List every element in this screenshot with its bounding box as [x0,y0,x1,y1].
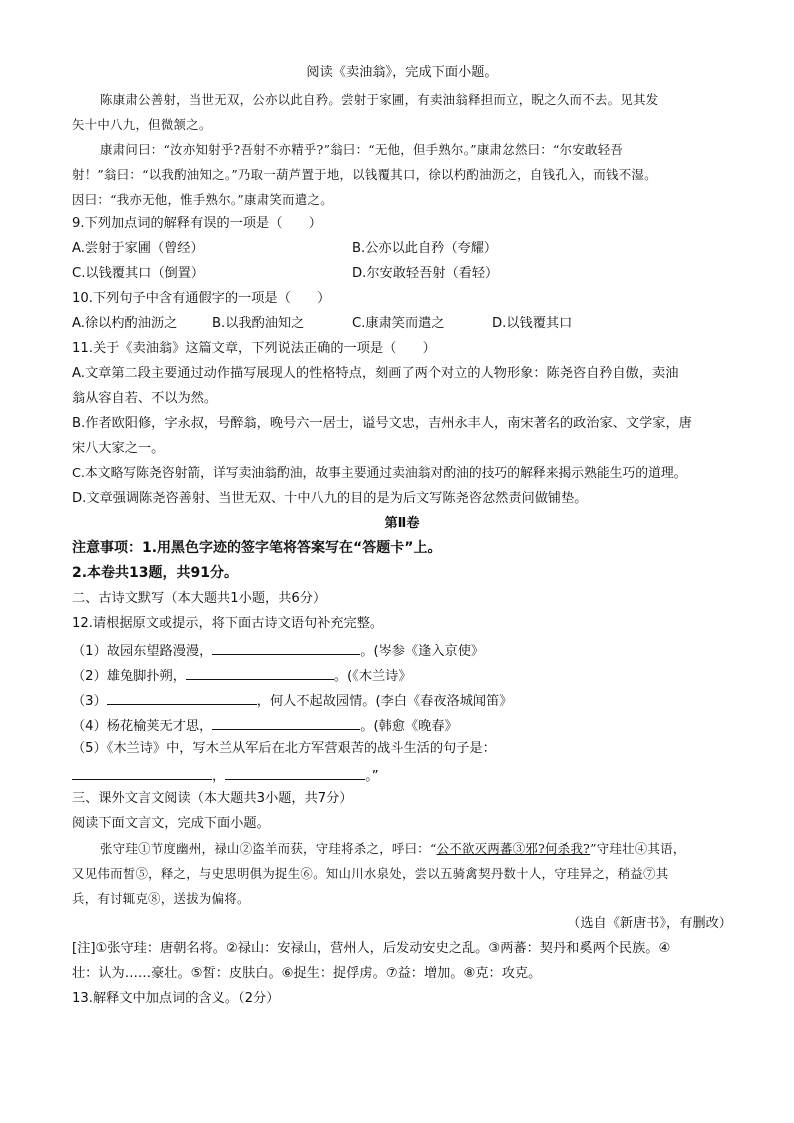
q10-stem: 10.下列句子中含有通假字的一项是（ ） [72,291,331,306]
q10-options [72,315,732,333]
q12-item1 [72,640,732,661]
passage2-source: （选自《新唐书》，有删改） [567,916,732,931]
q12-item3-prompt: （3） [72,694,107,709]
passage1-para2-line1: 康肃问曰：“汝亦知射乎?吾射不亦精乎?”翁曰：“无他，但手熟尔。”康肃忿然曰：“尔安敢轻吾 [100,142,624,157]
passage2-line2: 又见伟而皙⑤，释之，与史思明俱为捉生⑥。知山川水泉处，尝以五骑禽契丹数十人，守珪异之，稍益⑦其 [72,866,669,881]
q11-stem: 11.关于《卖油翁》这篇文章，下列说法正确的一项是（ ） [72,341,436,356]
part2-title: 第Ⅱ卷 [384,516,420,531]
q12-item5-comma: ， [212,769,226,784]
q12-item1-blank[interactable] [212,640,360,655]
q12-item4-blank[interactable] [212,715,360,730]
section3-intro: 阅读下面文言文，完成下面小题。 [72,816,270,831]
q12-item5: （5）《木兰诗》中，写木兰从军后在北方军营艰苦的战斗生活的句子是： [72,741,496,756]
q10-option-c: C.康肃笑而遣之 [352,316,445,331]
q9-stem: 9.下列加点词的解释有误的一项是（ ） [72,216,322,231]
q12-stem: 12.请根据原文或提示，将下面古诗文语句补充完整。 [72,616,384,631]
q11-option-b-line1: B.作者欧阳修，字永叔，号醉翁，晚号六一居士，谥号文忠，吉州永丰人，南宋著名的政治家、文学家，唐 [72,416,692,431]
passage2-notes-line2: 壮：认为……豪壮。⑤皙：皮肤白。⑥捉生：捉俘虏。⑦益：增加。⑧克：攻克。 [72,966,542,981]
q11-option-a-line1: A.文章第二段主要通过动作描写展现人的性格特点，刻画了两个对立的人物形象：陈尧咨自矜自傲，卖油 [72,366,679,381]
q9-options-row2 [72,265,732,283]
section3-heading: 三、课外文言文阅读（本大题共3小题，共7分） [72,791,353,806]
q12-item4-source: 。(韩愈《晚春》 [360,719,458,734]
part2-note2: 2.本卷共13题，共91分。 [72,565,239,581]
q12-item3-source: ，何人不起故园情。(李白《春夜洛城闻笛》 [256,694,513,709]
q11-option-d: D.文章强调陈尧咨善射、当世无双、十中八九的目的是为后文写陈尧咨忿然责问做铺垫。 [72,491,588,506]
q12-item2-source: 。(《木兰诗》 [333,669,412,684]
q12-item1-source: 。(岑参《逢入京使》 [360,644,485,659]
q12-item4-prompt: （4）杨花榆荚无才思， [72,719,213,734]
passage2-line1-start: 张守珪①节度幽州，禄山②盗羊而获，守珪将杀之，呼曰：“ [100,841,437,856]
q12-item2-blank[interactable] [186,665,334,680]
passage2-notes-line1: [注]①张守珪：唐朝名将。②禄山：安禄山，营州人，后发动安史之乱。③两蕃：契丹和奚两个民族。④ [72,941,671,956]
passage1-para2-line3: 因曰：“我亦无他，惟手熟尔。”康肃笑而遣之。 [72,192,333,207]
passage1-para1-line2: 矢十中八九，但微颔之。 [72,117,212,132]
q12-item2-prompt: （2）雄兔脚扑朔， [72,669,186,684]
q12-item5-end: 。” [365,769,379,784]
section2-heading: 二、古诗文默写（本大题共1小题，共6分） [72,591,327,606]
q10-option-b: B.以我酌油知之 [212,316,305,331]
q9-options-row1 [72,240,732,258]
q12-item5-blank2[interactable] [225,765,365,780]
q12-item5-answer-line [72,765,732,786]
q12-item4 [72,715,732,736]
q11-option-c: C.本文略写陈尧咨射箭，详写卖油翁酌油，故事主要通过卖油翁对酌油的技巧的解释来揭示熟能生巧的道理。 [72,466,687,481]
passage2-line1-end: ”守珪壮④其语， [590,841,686,856]
q9-option-b: B.公亦以此自矜（夸耀） [352,241,498,256]
q9-option-c: C.以钱覆其口（倒置） [72,266,205,281]
q12-item2 [72,665,732,686]
passage2-line1 [72,840,732,858]
passage2-line3: 兵，有讨辄克⑧，送拔为偏将。 [72,891,250,906]
passage1-para2-line2: 射！”翁曰：“以我酌油知之。”乃取一葫芦置于地，以钱覆其口，徐以杓酌油沥之，自钱孔入，而钱不湿。 [72,167,657,182]
q11-option-a-line2: 翁从容自若、不以为然。 [72,391,218,406]
passage1-para1-line1: 陈康肃公善射，当世无双，公亦以此自矜。尝射于家圃，有卖油翁释担而立，睨之久而不去。见其发 [100,92,659,107]
q12-item3 [72,690,732,711]
q12-item5-blank1[interactable] [72,765,212,780]
part2-note1: 注意事项：1.用黑色字迹的签字笔将答案写在“答题卡”上。 [72,540,442,556]
q9-option-a: A.尝射于家圃（曾经） [72,241,204,256]
q10-option-a: A.徐以杓酌油沥之 [72,316,178,331]
passage2-underlined-sentence: 公不欲灭两蕃③邪?何杀我? [436,841,591,856]
q9-option-d: D.尔安敢轻吾射（看轻） [352,266,499,281]
q12-item3-blank[interactable] [107,690,257,705]
q13-stem: 13.解释文中加点词的含义。（2分） [72,991,280,1006]
passage1-title: 阅读《卖油翁》，完成下面小题。 [306,65,498,80]
q11-option-b-line2: 宋八大家之一。 [72,441,165,456]
q10-option-d: D.以钱覆其口 [492,316,573,331]
q12-item1-prompt: （1）故园东望路漫漫， [72,644,213,659]
